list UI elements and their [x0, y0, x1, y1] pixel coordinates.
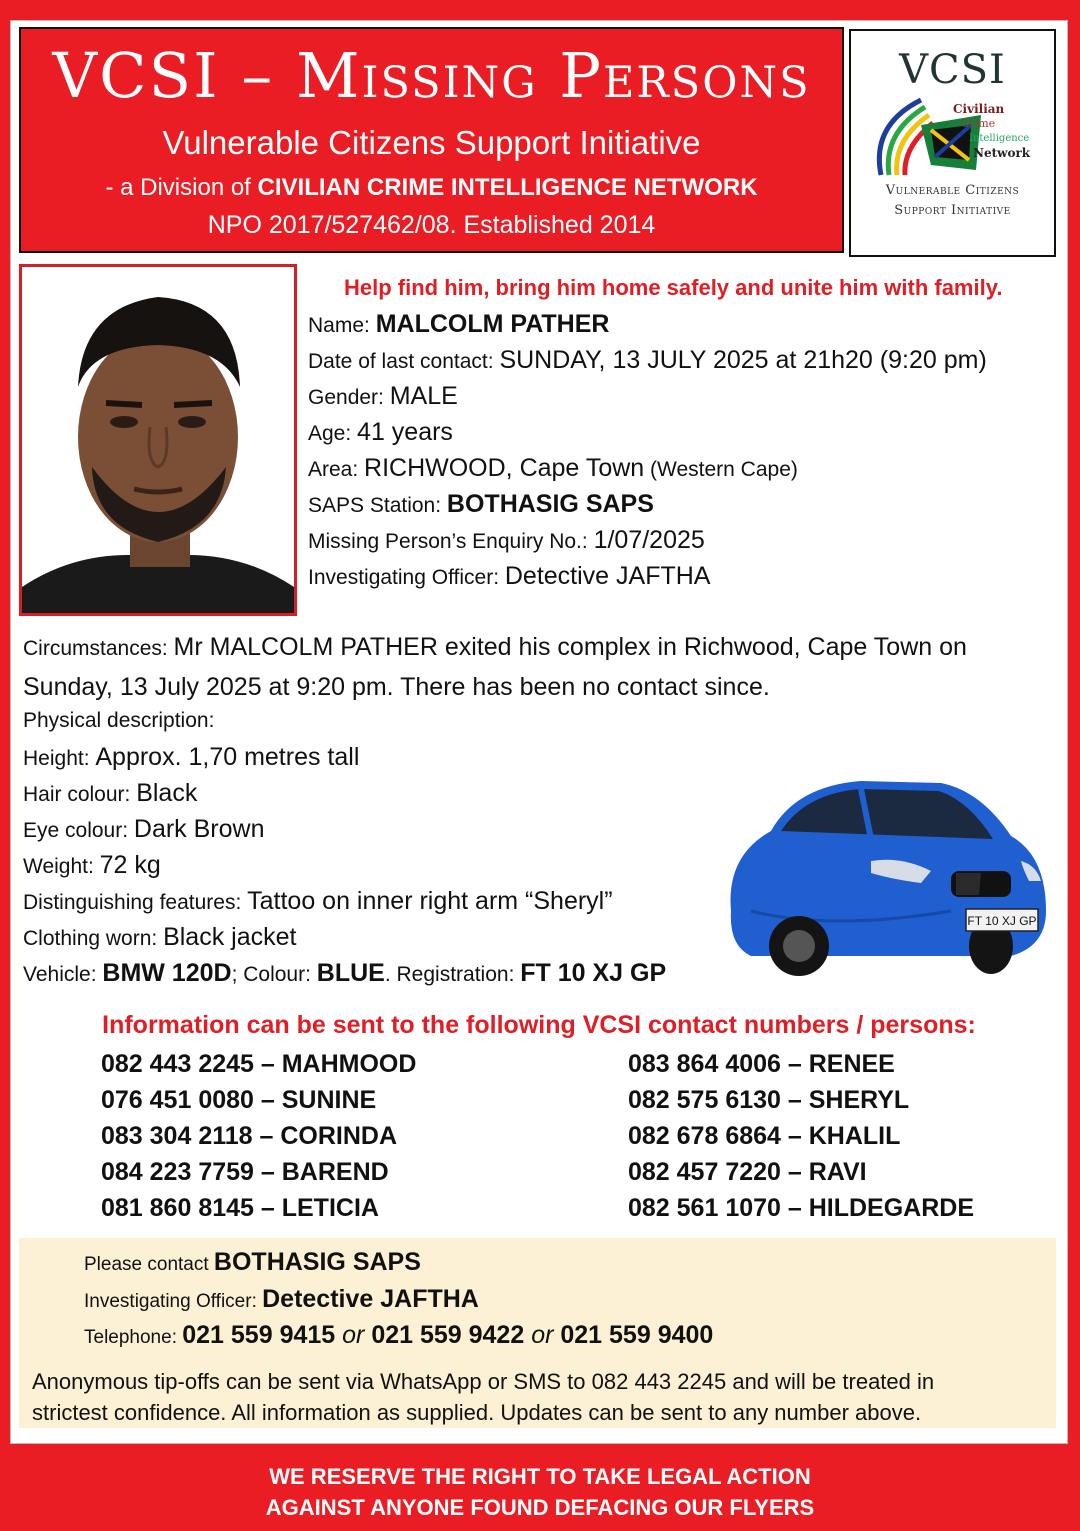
footer-line-1: WE RESERVE THE RIGHT TO TAKE LEGAL ACTION: [269, 1464, 811, 1489]
logo-intelligence: Intelligence: [969, 133, 1030, 144]
saps-telephone-line: Telephone: 021 559 9415 or 021 559 9422 or 021 559 9400: [84, 1321, 714, 1349]
circumstances: [23, 629, 1053, 706]
logo-crime: Crime: [961, 117, 996, 130]
contacts-right: [628, 1046, 974, 1226]
detail-name: Name: MALCOLM PATHER: [308, 310, 610, 338]
registration-line: NPO 2017/527462/08. Established 2014: [207, 211, 656, 239]
physical-description: [23, 703, 666, 991]
physical-clothing: Clothing worn: Black jacket: [23, 923, 297, 951]
logo-tagline: [851, 181, 1054, 221]
person-details: [308, 306, 987, 594]
logo-tagline-2: Support Initiative: [894, 203, 1011, 218]
physical-height: Height: Approx. 1,70 metres tall: [23, 743, 360, 771]
contact-entry: 082 457 7220 – RAVI: [628, 1158, 867, 1186]
detail-gender: Gender: MALE: [308, 382, 458, 410]
contacts-left: [101, 1046, 416, 1226]
detail-last-contact: Date of last contact: SUNDAY, 13 JULY 2025 at 21h20 (9:20 pm): [308, 346, 987, 374]
detail-age: Age: 41 years: [308, 418, 453, 446]
contact-entry: 082 678 6864 – KHALIL: [628, 1122, 901, 1150]
detail-station: SAPS Station: BOTHASIG SAPS: [308, 490, 654, 518]
detail-officer: Investigating Officer: Detective JAFTHA: [308, 562, 711, 590]
physical-eye: Eye colour: Dark Brown: [23, 815, 265, 843]
contact-entry: 082 443 2245 – MAHMOOD: [101, 1050, 417, 1078]
contact-entry: 083 304 2118 – CORINDA: [101, 1122, 398, 1150]
division-line: [21, 173, 842, 203]
division-prefix: - a Division of: [105, 174, 258, 201]
vcsi-logo: [849, 29, 1056, 257]
saps-contact-line: Please contact BOTHASIG SAPS: [84, 1248, 421, 1276]
saps-officer-line: Investigating Officer: Detective JAFTHA: [84, 1285, 479, 1313]
contacts-heading: Information can be sent to the following VCSI contact numbers / persons:: [102, 1011, 976, 1039]
logo-emblem: [861, 85, 1051, 185]
contact-entry: 084 223 7759 – BAREND: [101, 1158, 389, 1186]
logo-tagline-1: Vulnerable Citizens: [885, 183, 1020, 198]
appeal-text: Help find him, bring him home safely and unite him with family.: [344, 275, 1003, 300]
anon-line-2: strictest confidence. All information as supplied. Updates can be sent to any number above.: [32, 1400, 922, 1425]
physical-heading: Physical description:: [23, 709, 215, 732]
circumstances-line-2: Sunday, 13 July 2025 at 9:20 pm. There has been no contact since.: [23, 673, 770, 701]
physical-weight: Weight: 72 kg: [23, 851, 161, 879]
contact-entry: 081 860 8145 – LETICIA: [101, 1194, 379, 1222]
contact-entry: 082 561 1070 – HILDEGARDE: [628, 1194, 975, 1222]
anonymous-tipoff-note: [32, 1366, 1042, 1428]
flyer-title: VCSI – Missing Persons: [52, 39, 811, 112]
contact-entry: 082 575 6130 – SHERYL: [628, 1086, 910, 1114]
saps-contact-box: [19, 1238, 1056, 1428]
division-name: CIVILIAN CRIME INTELLIGENCE NETWORK: [257, 174, 758, 201]
detail-area: Area: RICHWOOD, Cape Town (Western Cape): [308, 454, 798, 482]
detail-enquiry: Missing Person’s Enquiry No.: 1/07/2025: [308, 526, 705, 554]
missing-person-photo: [19, 264, 297, 616]
physical-vehicle: Vehicle: BMW 120D; Colour: BLUE. Registration: FT 10 XJ GP: [23, 959, 667, 987]
portrait-image: [22, 267, 294, 613]
organisation-name: Vulnerable Citizens Support Initiative: [162, 124, 701, 161]
logo-network: Network: [973, 146, 1031, 160]
licence-plate: FT 10 XJ GP: [967, 914, 1037, 928]
logo-civilian: Civilian: [953, 102, 1005, 116]
vehicle-photo: [711, 761, 1051, 981]
footer-line-2: AGAINST ANYONE FOUND DEFACING OUR FLYERS: [265, 1495, 815, 1520]
physical-features: Distinguishing features: Tattoo on inner right arm “Sheryl”: [23, 887, 613, 915]
logo-acronym: VCSI: [899, 47, 1006, 93]
contact-entry: 076 451 0080 – SUNINE: [101, 1086, 377, 1114]
circumstances-line-1: Circumstances: Mr MALCOLM PATHER exited his complex in Richwood, Cape Town on: [23, 633, 967, 661]
header-banner: [19, 27, 844, 253]
flyer-sheet: [10, 20, 1068, 1444]
contact-entry: 083 864 4006 – RENEE: [628, 1050, 895, 1078]
anon-line-1: Anonymous tip-offs can be sent via WhatsApp or SMS to 082 443 2245 and will be treated in: [32, 1369, 935, 1394]
physical-hair: Hair colour: Black: [23, 779, 198, 807]
legal-footer: [0, 1461, 1080, 1523]
